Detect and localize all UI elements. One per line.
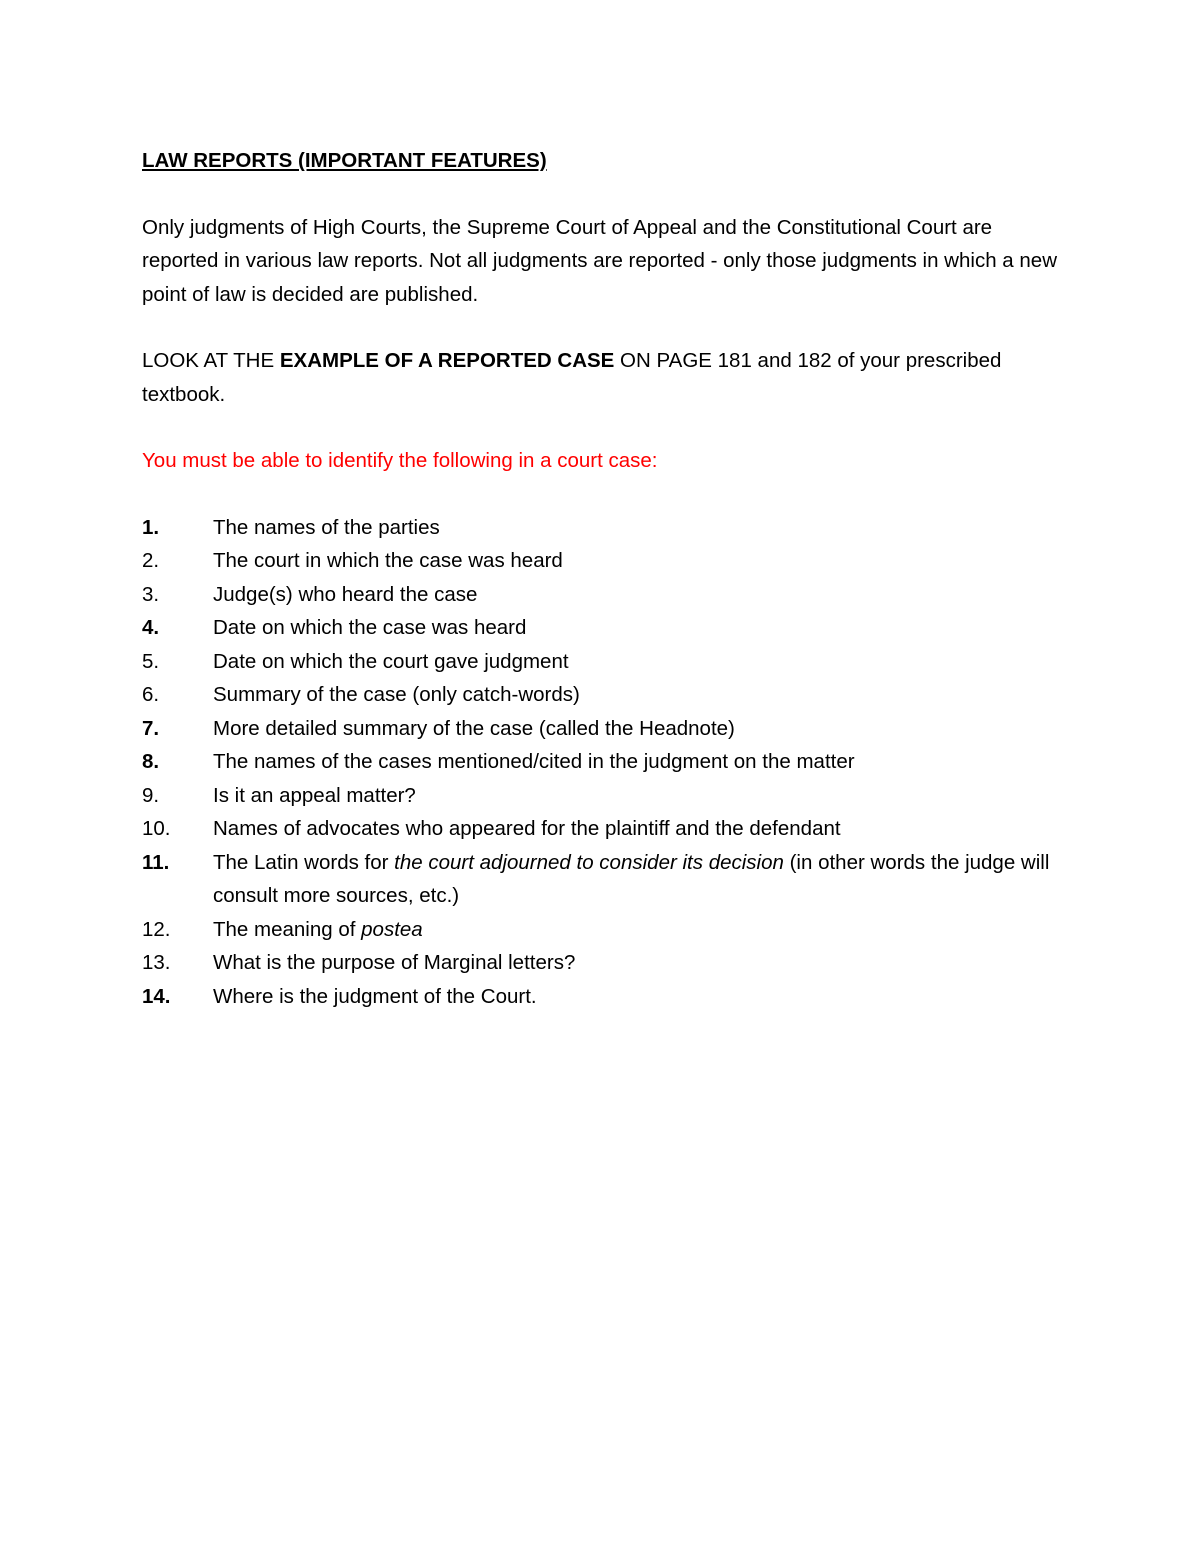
list-item-number: 5.	[142, 649, 160, 673]
list-item	[142, 678, 1062, 712]
list-item-text: Judge(s) who heard the case	[213, 582, 478, 606]
list-item-text: Summary of the case (only catch-words)	[213, 683, 580, 706]
list-item-text: The names of the cases mentioned/cited in the judgment on the matter	[213, 750, 855, 773]
list-item-number: 14.	[142, 984, 171, 1008]
list-item-text: Names of advocates who appeared for the plaintiff and the defendant	[213, 817, 841, 840]
reference-prefix: LOOK AT THE	[142, 349, 280, 372]
list-item-text	[213, 913, 1062, 947]
list-item-italic-phrase: the court adjourned to consider its decision	[394, 850, 784, 874]
list-item-number: 3.	[142, 582, 160, 606]
list-item	[142, 913, 1062, 947]
list-item-number: 11.	[142, 850, 170, 874]
list-item	[142, 980, 1062, 1014]
features-list	[142, 511, 1062, 1014]
list-item-text: The names of the parties	[213, 515, 440, 539]
list-item-number: 9.	[142, 783, 160, 807]
list-item	[142, 812, 1062, 846]
list-item	[142, 846, 1062, 913]
list-item-text	[213, 846, 1062, 913]
intro-paragraph: Only judgments of High Courts, the Supreme Court of Appeal and the Constitutional Court are reported in various law reports. Not all judgments are reported - only those judgments in which a new point of law is decided are published.	[142, 215, 1057, 306]
list-item-number: 4.	[142, 616, 160, 639]
list-item	[142, 511, 1062, 545]
list-item-number: 7.	[142, 716, 160, 740]
list-item	[142, 578, 1062, 612]
list-item-text-before: The meaning of	[213, 917, 362, 941]
list-item	[142, 712, 1062, 746]
list-item-text: Date on which the case was heard	[213, 616, 527, 639]
list-item-number: 13.	[142, 951, 171, 974]
list-item-text: The court in which the case was heard	[213, 549, 563, 572]
list-item	[142, 745, 1062, 779]
list-item-text: Where is the judgment of the Court.	[213, 984, 537, 1008]
list-item-number: 6.	[142, 683, 160, 706]
instruction-line: You must be able to identify the following in a court case:	[142, 449, 658, 472]
list-item-number: 12.	[142, 917, 171, 941]
list-item-number: 2.	[142, 549, 160, 572]
list-item-italic-phrase: postea	[361, 917, 423, 941]
list-item	[142, 946, 1062, 980]
list-item-text: Date on which the court gave judgment	[213, 649, 569, 673]
list-item-text-after: (in other words the judge will consult more sources, etc.)	[213, 850, 1050, 907]
list-item	[142, 645, 1062, 679]
list-item-text-before: The Latin words for	[213, 850, 395, 874]
reference-emphasis: EXAMPLE OF A REPORTED CASE	[279, 349, 615, 372]
list-item-number: 10.	[142, 817, 171, 840]
list-item	[142, 611, 1062, 645]
list-item-text: What is the purpose of Marginal letters?	[213, 951, 576, 974]
list-item-number: 1.	[142, 515, 160, 539]
list-item	[142, 544, 1062, 578]
list-item-number: 8.	[142, 750, 160, 773]
textbook-reference-paragraph	[142, 344, 1062, 411]
reference-suffix: ON PAGE 181 and 182 of your prescribed textbook.	[142, 349, 1002, 406]
list-item	[142, 779, 1062, 813]
list-item-text: More detailed summary of the case (called the Headnote)	[213, 716, 735, 740]
page-title: LAW REPORTS (IMPORTANT FEATURES)	[142, 149, 547, 172]
list-item-text: Is it an appeal matter?	[213, 783, 416, 807]
document-body	[142, 144, 1062, 1013]
